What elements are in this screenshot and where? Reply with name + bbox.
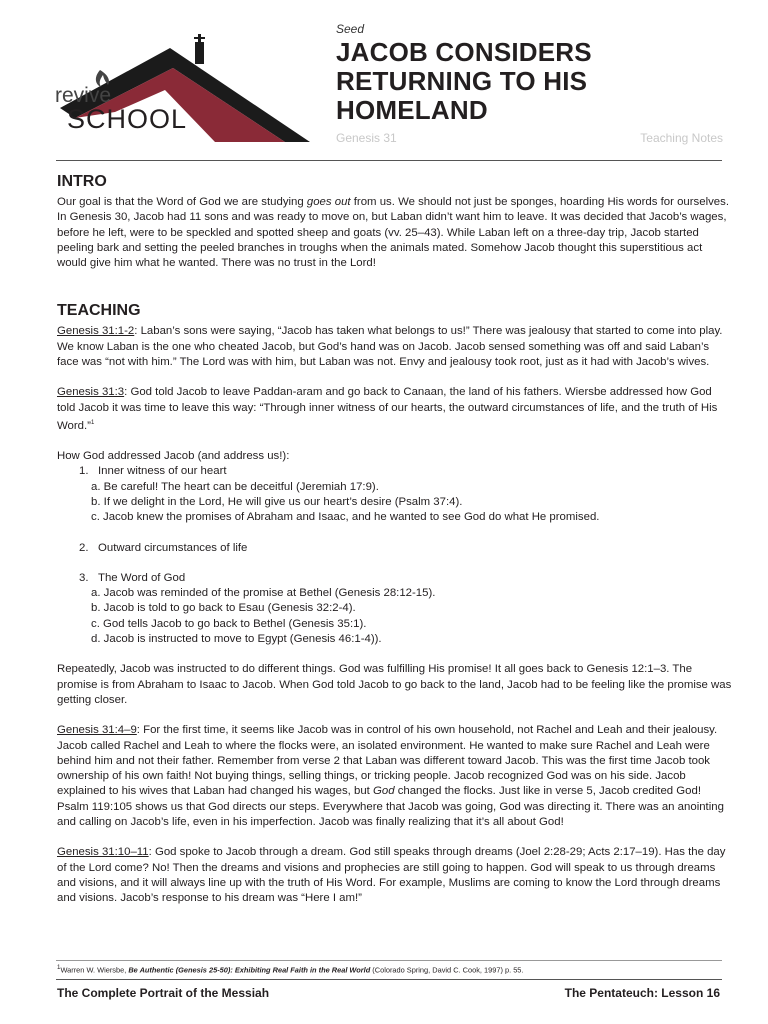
list-item-3a: a. Jacob was reminded of the promise at Bethel (Genesis 28:12-15). xyxy=(91,587,436,600)
main-content xyxy=(57,172,733,921)
numbered-list xyxy=(57,464,733,647)
list-item-1: 1. Inner witness of our heart xyxy=(79,465,227,478)
footnote-marker: 1 xyxy=(90,419,95,426)
scripture-ref-2: Genesis 31:3 xyxy=(57,386,125,399)
teaching-paragraph-2 xyxy=(57,385,733,434)
footnote-book-title: Be Authentic (Genesis 25-50): Exhibiting Real Faith in the Real World xyxy=(128,965,371,975)
paragraph-5-text: : God spoke to Jacob through a dream. God still speaks through dreams (Joel 2:28-29; Acts 2:17–19). Has the day of the Lord come? No! Then the dreams and visions and prophecies are still going to happen. God will speak to us through dreams and visions, and it will always line up with the truth of His Word. For example, Muslims are coming to know the Lord through dreams and visions. Jacob’s response to his dream was “Here I am!” xyxy=(57,846,726,905)
page-title xyxy=(336,38,726,125)
list-item-3b: b. Jacob is told to go back to Esau (Genesis 32:2-4). xyxy=(91,602,356,615)
footnote xyxy=(57,964,733,974)
title-line-2: RETURNING TO HIS xyxy=(336,66,588,96)
scripture-ref-1: Genesis 31:1-2 xyxy=(57,325,135,338)
footnote-divider xyxy=(56,960,722,961)
cross-shape xyxy=(194,37,205,39)
intro-text-2: from us. We should not just be sponges, hoarding His words for ourselves. In Genesis 30, Jacob had 11 sons and was ready to move on, but Laban didn’t want him to leave. It was decided that Jacob’s wages, before he left, were to be speckled and spotted sheep and goats (vv. 25–43). While Laban left on a three-day trip, Jacob started peeling bark and setting the peeled branches in troughs when the animals mated. Somehow Jacob thought this superstitious act would give him what he wanted. There was no trust in the Lord! xyxy=(57,196,729,270)
scripture-reference: Genesis 31 xyxy=(336,131,397,145)
paragraph-2-text: : God told Jacob to leave Paddan-aram and go back to Canaan, the land of his fathers. Wiersbe addressed how God told Jacob it was time to leave this way: “Through inner witness of our hearts, the outward circumstances of life, and the truth of His Word.” xyxy=(57,386,718,432)
paragraph-4-emphasis: God xyxy=(373,785,395,798)
list-item-3: 3. The Word of God xyxy=(79,571,186,584)
teaching-heading: TEACHING xyxy=(57,302,141,320)
footnote-author: Warren W. Wiersbe, xyxy=(60,965,129,975)
list-intro: How God addressed Jacob (and address us!): xyxy=(57,450,290,463)
list-item-1b: b. If we delight in the Lord, He will give us our heart’s desire (Psalm 37:4). xyxy=(91,495,463,508)
logo-word-bottom: SCHOOL xyxy=(67,104,188,134)
footer-divider xyxy=(56,979,722,980)
footnote-number: 1 xyxy=(57,964,61,971)
list-item-1a: a. Be careful! The heart can be deceitful (Jeremiah 17:9). xyxy=(91,480,379,493)
paragraph-4-text-2: changed the flocks. Just like in verse 5, Jacob credited God! Psalm 119:105 shows us that God directs our steps. Everywhere that Jacob was going, God was directing it. There was an anointing and calling on Jacob’s life, even in his imperfection. Jacob was finally realizing that it’s all about God! xyxy=(57,785,724,828)
intro-heading: INTRO xyxy=(57,173,107,190)
footnote-publication: (Colorado Spring, David C. Cook, 1997) p. 55. xyxy=(370,965,524,975)
teaching-paragraph-4 xyxy=(57,723,733,830)
series-label: Seed xyxy=(336,22,365,36)
header-divider xyxy=(56,160,722,161)
scripture-ref-5: Genesis 31:10–11 xyxy=(57,846,149,859)
intro-text-1: Our goal is that the Word of God we are studying xyxy=(57,196,307,208)
roof-logo-graphic xyxy=(55,30,325,155)
list-item-1c: c. Jacob knew the promises of Abraham and Isaac, and he wanted to see God do what He promised. xyxy=(91,511,600,524)
title-line-3: HOMELAND xyxy=(336,95,488,125)
footer-lesson-label: The Pentateuch: Lesson 16 xyxy=(564,986,720,1000)
list-item-3c: c. God tells Jacob to go back to Bethel (Genesis 35:1). xyxy=(91,617,367,630)
logo-word-top: revive xyxy=(55,84,112,107)
chimney-shape xyxy=(195,42,204,64)
title-line-1: JACOB CONSIDERS xyxy=(336,37,592,67)
teaching-notes-label: Teaching Notes xyxy=(640,131,723,145)
footer-series-title: The Complete Portrait of the Messiah xyxy=(57,986,270,1000)
teaching-paragraph-1 xyxy=(57,324,733,370)
intro-paragraph xyxy=(57,195,733,271)
teaching-paragraph-5 xyxy=(57,845,733,906)
revive-school-logo xyxy=(55,30,325,155)
list-item-3d: d. Jacob is instructed to move to Egypt (Genesis 46:1-4)). xyxy=(91,633,382,646)
list-item-2: 2. Outward circumstances of life xyxy=(79,541,248,554)
scripture-ref-4: Genesis 31:4–9 xyxy=(57,724,137,737)
intro-emphasis: goes out xyxy=(306,196,351,208)
teaching-paragraph-3: Repeatedly, Jacob was instructed to do different things. God was fulfilling His promise! It all goes back to Genesis 12:1–3. The promise is from Abraham to Isaac to Jacob. When God told Jacob to go back to the land, Jacob had to be feeling like the promise was getting closer. xyxy=(57,663,732,706)
paragraph-4-text-1: : For the first time, it seems like Jacob was in control of his own household, not Rachel and Leah and their jealousy. Jacob called Rachel and Leah to where the flocks were, an isolated environment. He wanted to make sure Rachel and Leah were behind him and not their father. Remember from verse 2 that Laban was different toward Jacob. This was the first time Jacob took ownership of his own faith! Not buying things, selling things, or tricking people. Jacob recognized God was on his side. Jacob explained to his wives that Laban had changed his wages, but xyxy=(57,724,718,798)
paragraph-1-text: : Laban’s sons were saying, “Jacob has taken what belongs to us!” There was jealousy that started to come into play. We know Laban is the one who cheated Jacob, but God’s hand was on Jacob. Jacob sensed something was off and said Laban’s face was “not with him.” The Lord was with him, but Laban was not. Envy and jealousy took root, just as it had with Jacob’s wives. xyxy=(57,325,723,369)
